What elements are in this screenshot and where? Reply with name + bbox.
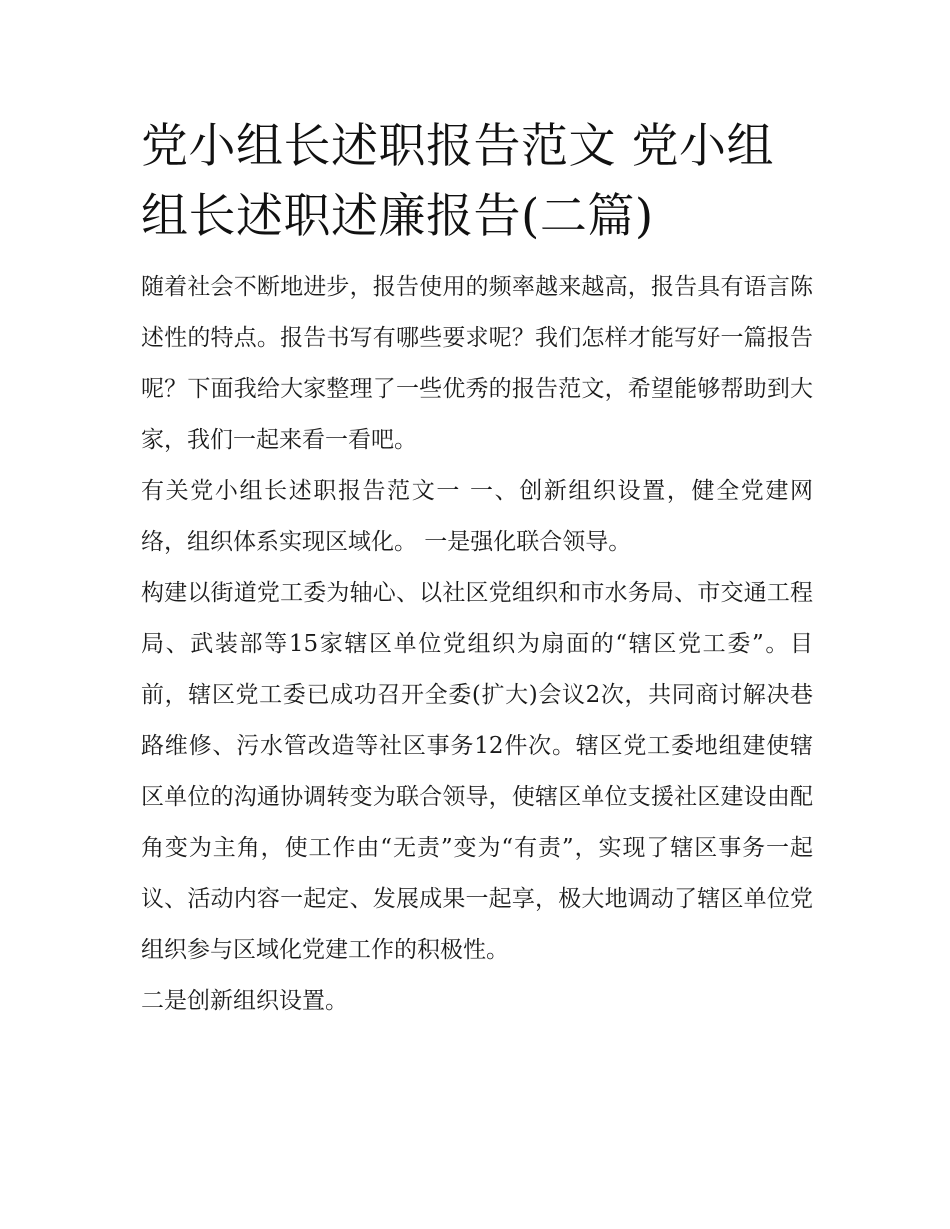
document-body	[141, 112, 813, 1027]
intro-paragraph: 随着社会不断地进步，报告使用的频率越来越高，报告具有语言陈述性的特点。报告书写有哪些要求呢？我们怎样才能写好一篇报告呢？下面我给大家整理了一些优秀的报告范文，希望能够帮助到大家，我们一起来看一看吧。	[141, 274, 813, 453]
subheading-paragraph: 二是创新组织设置。	[141, 988, 348, 1014]
body-paragraph: 构建以街道党工委为轴心、以社区党组织和市水务局、市交通工程局、武装部等15家辖区单位党组织为扇面的“辖区党工委”。目前，辖区党工委已成功召开全委(扩大)会议2次，共同商讨解决巷路维修、污水管改造等社区事务12件次。辖区党工委地组建使辖区单位的沟通协调转变为联合领导，使辖区单位支援社区建设由配角变为主角，使工作由“无责”变为“有责”，实现了辖区事务一起议、活动内容一起定、发展成果一起享，极大地调动了辖区单位党组织参与区域化党建工作的积极性。	[141, 580, 813, 963]
section-heading-paragraph: 有关党小组长述职报告范文一 一、创新组织设置，健全党建网络，组织体系实现区域化。 一是强化联合领导。	[141, 478, 813, 555]
document-title: 党小组长述职报告范文 党小组组长述职述廉报告(二篇)	[141, 119, 774, 244]
